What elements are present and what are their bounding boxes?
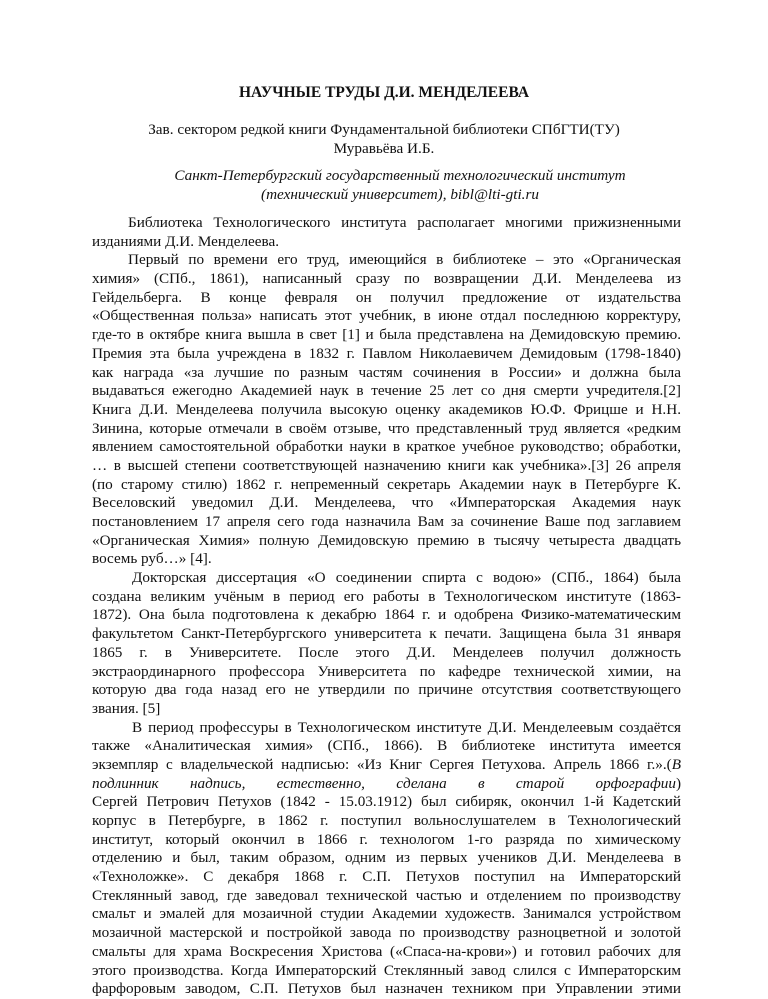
text-line: постановлением 17 апреля сего года назначила Вам за сочинение Ваше под заглавием: [92, 513, 681, 530]
text-line: Стеклянный завод, где заведовал технической частью и отделением по производству: [92, 886, 681, 904]
text-line: также «Аналитическая химия» (СПб., 1866). В библиотеке института имеется: [92, 737, 681, 755]
text-line: Первый по времени его труд, имеющийся в библиотеке – это «Органическая: [128, 251, 681, 269]
text-line: фарфоровым заводом, С.П. Петухов был назначен техником при Управлении этими: [92, 980, 681, 998]
text-line: В период профессуры в Технологическом институте Д.И. Менделеевым создаётся: [132, 718, 681, 736]
text-line: создана великим учёным в период его работы в Технологическом институте (1863-: [92, 587, 681, 605]
affiliation-line: Санкт-Петербургский государственный технологический институт: [174, 167, 626, 184]
text-line: факультетом Санкт-Петербургского университета к печати. Защищена была 31 января: [92, 625, 681, 643]
text-line: «Органическая Химия» полную Демидовскую премию в тысячу четыреста двадцать: [92, 531, 681, 549]
text-line: Докторская диссертация «О соединении спирта с водою» (СПб., 1864) была: [132, 569, 681, 587]
text-line: «Общественная польза» написать этот учебник, в июне отдал последнюю корректуру,: [92, 307, 681, 325]
text-line: где-то в октябре книга вышла в свет [1] и была представлена на Демидовскую премию.: [92, 326, 681, 344]
text-line: Книга Д.И. Менделеева получила высокую оценку академиков Ю.Ф. Фрицше и Н.Н.: [92, 400, 681, 418]
text-line: (по старому стилю) 1862 г. непременный секретарь Академии наук в Петербурге К.: [92, 475, 681, 493]
affiliation-line: (технический университет), bibl@lti-gti.ru: [261, 186, 539, 203]
text-line: отделению и был, таким образом, одним из первых учеников Д.И. Менделеева в: [92, 849, 681, 867]
text-line: химия» (СПб., 1861), написанный сразу по возвращении Д.И. Менделеева из: [92, 270, 681, 288]
body-text: [92, 214, 681, 999]
text-line: явлением самостоятельной обработки науки в краткое учебное руководство; обработки,: [92, 438, 681, 456]
affiliation-block: [140, 166, 660, 204]
text-segment: экземпляр с владельческой надписью: «Из Книг Сергея Петухова. Апрель 1866 г.».(: [92, 755, 672, 773]
text-line: смальт и эмалей для мозаичной студии Академии художеств. Занимался устройством: [92, 905, 681, 923]
paper-title: НАУЧНЫЕ ТРУДЫ Д.И. МЕНДЕЛЕЕВА: [238, 84, 530, 101]
text-line: мозаичной мастерской и постройкой завода по производству разноцветной и золотой: [92, 924, 681, 942]
text-line: Библиотека Технологического института располагает многими прижизненными: [128, 214, 681, 231]
text-line: [92, 775, 681, 794]
text-line: которую два года назад его не утвердили по причине отсутствия соответствующего: [92, 681, 681, 699]
text-line: … в высшей степени соответствующей назначению книги как учебника».[3] 26 апреля: [92, 456, 681, 474]
text-line: смальты для храма Воскресения Христова («Спаса-на-крови») и готовил рабочих для: [92, 942, 681, 960]
text-line: как награда «за лучшие по разным частям сочинения в России» и должна была: [92, 363, 681, 381]
text-line: институт, который окончил в 1866 г. технологом 1-го разряда по химическому: [92, 830, 681, 848]
author-position: Зав. сектором редкой книги Фундаментальной библиотеки СПбГТИ(ТУ): [148, 121, 620, 138]
text-line: этого производства. Когда Императорский Стеклянный завод слился с Императорским: [92, 961, 681, 979]
text-line: выдаваться ежегодно Академией наук в течение 25 лет со дня смерти учредителя.[2]: [92, 382, 681, 400]
italic-segment: подлинник надпись, естественно, сделана в старой орфографии: [92, 774, 676, 792]
text-line: Гейдельберга. В конце февраля он получил предложение от издательства: [92, 288, 681, 306]
text-segment: ): [675, 774, 681, 792]
text-line: Зинина, которые отмечали в своём отзыве, что представленный труд является «редким: [92, 419, 681, 437]
author-block: [0, 120, 768, 158]
text-line: 1865 г. в Университете. После этого Д.И. Менделеев получил должность: [92, 643, 681, 661]
text-line: [92, 756, 681, 775]
text-line: изданиями Д.И. Менделеева.: [92, 232, 280, 250]
text-line: экстраординарного профессора Университета по кафедре технической химии, на: [92, 662, 681, 680]
text-line: звания. [5]: [92, 699, 161, 717]
text-line: 1872). Она была подготовлена к декабрю 1864 г. и одобрена Физико-математическим: [92, 606, 681, 624]
text-line: корпус в Петербурге, в 1862 г. поступил вольнослушателем в Технологический: [92, 812, 681, 829]
text-line: Сергей Петрович Петухов (1842 - 15.03.1912) был сибиряк, окончил 1-й Кадетский: [92, 793, 681, 811]
text-line: восемь руб…» [4].: [92, 550, 212, 568]
author-name: Муравьёва И.Б.: [333, 140, 435, 157]
text-line: Веселовский уведомил Д.И. Менделеева, что «Императорская Академия наук: [92, 494, 681, 512]
italic-segment: В: [671, 755, 681, 773]
text-line: «Техноложке». С декабря 1868 г. С.П. Петухов поступил на Императорский: [92, 868, 681, 886]
text-line: Премия эта была учреждена в 1832 г. Павлом Николаевичем Демидовым (1798-1840): [92, 344, 681, 362]
